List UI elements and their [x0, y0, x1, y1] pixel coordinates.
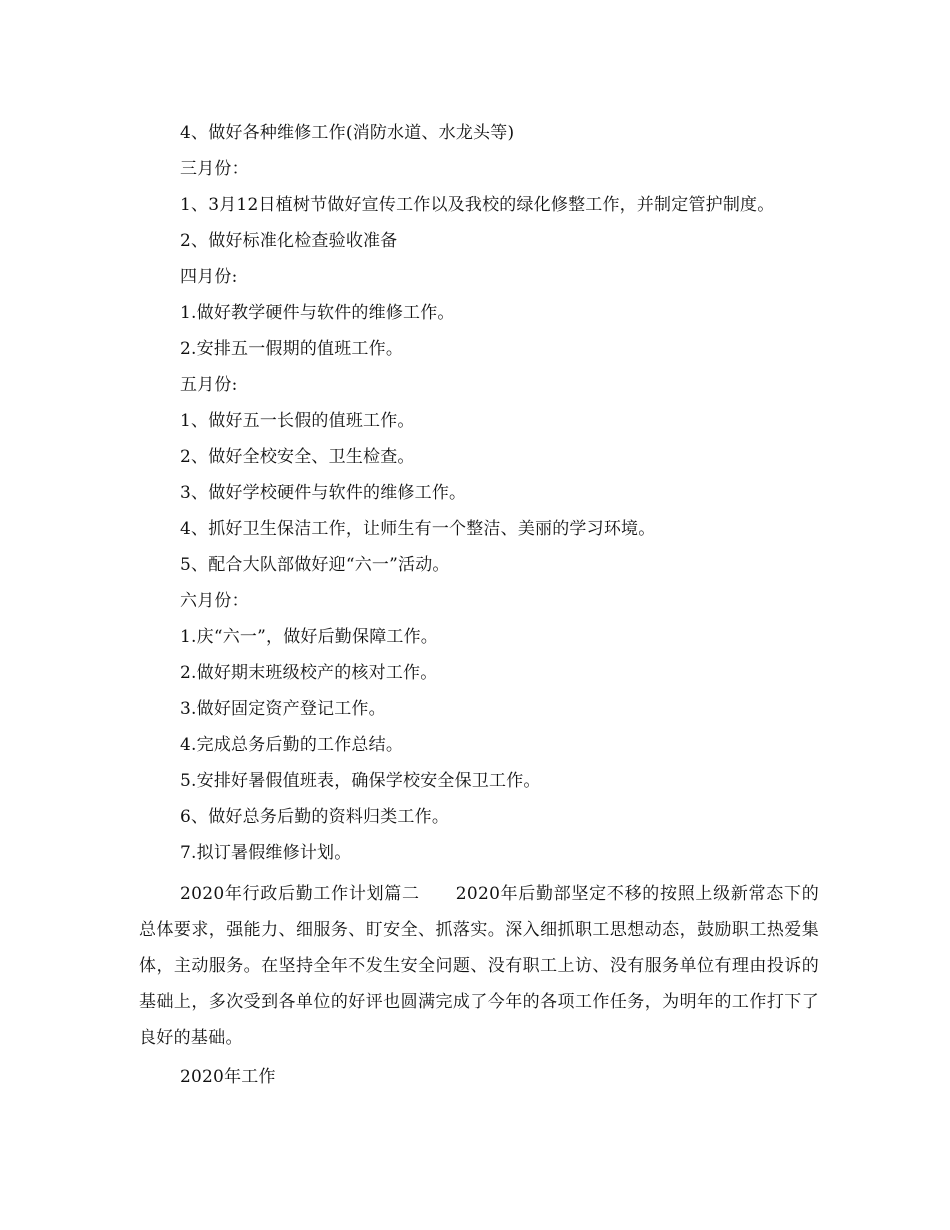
- month-heading: 三月份：: [180, 159, 249, 179]
- text-line: 4、做好各种维修工作(消防水道、水龙头等): [180, 123, 515, 143]
- text-line: 1.庆“六一”，做好后勤保障工作。: [180, 627, 439, 647]
- text-line: 1.做好教学硬件与软件的维修工作。: [180, 303, 455, 323]
- text-line: 4、抓好卫生保洁工作，让师生有一个整洁、美丽的学习环境。: [180, 519, 656, 539]
- paragraph-title: 2020年行政后勤工作计划篇二: [180, 884, 420, 904]
- text-line: 5.安排好暑假值班表，确保学校安全保卫工作。: [180, 771, 541, 791]
- text-line: 2、做好标准化检查验收准备: [180, 231, 398, 251]
- text-line: 2、做好全校安全、卫生检查。: [180, 447, 415, 467]
- body-paragraph: [139, 876, 819, 1056]
- paragraph-body: 2020年后勤部坚定不移的按照上级新常态下的总体要求，强能力、细服务、盯安全、抓落实。深入细抓职工思想动态，鼓励职工热爱集体，主动服务。在坚持全年不发生安全问题、没有职工上访、没有服务单位有理由投诉的基础上，多次受到各单位的好评也圆满完成了今年的各项工作任务，为明年的工作打下了良好的基础。: [139, 884, 819, 1048]
- text-line: 2.安排五一假期的值班工作。: [180, 339, 404, 359]
- text-line: 1、做好五一长假的值班工作。: [180, 411, 415, 431]
- text-line: 6、做好总务后勤的资料归类工作。: [180, 807, 450, 827]
- month-heading: 五月份:: [180, 375, 238, 395]
- text-line: 7.拟订暑假维修计划。: [180, 843, 352, 863]
- text-line: 3.做好固定资产登记工作。: [180, 699, 386, 719]
- text-line: 5、配合大队部做好迎“六一”活动。: [180, 555, 450, 575]
- month-heading: 四月份:: [180, 267, 238, 287]
- text-line: 3、做好学校硬件与软件的维修工作。: [180, 483, 467, 503]
- text-line: 2020年工作: [180, 1067, 276, 1087]
- text-line: 4.完成总务后勤的工作总结。: [180, 735, 404, 755]
- text-line: 1、3月12日植树节做好宣传工作以及我校的绿化修整工作，并制定管护制度。: [180, 195, 775, 215]
- month-heading: 六月份：: [180, 591, 249, 611]
- text-line: 2.做好期末班级校产的核对工作。: [180, 663, 438, 683]
